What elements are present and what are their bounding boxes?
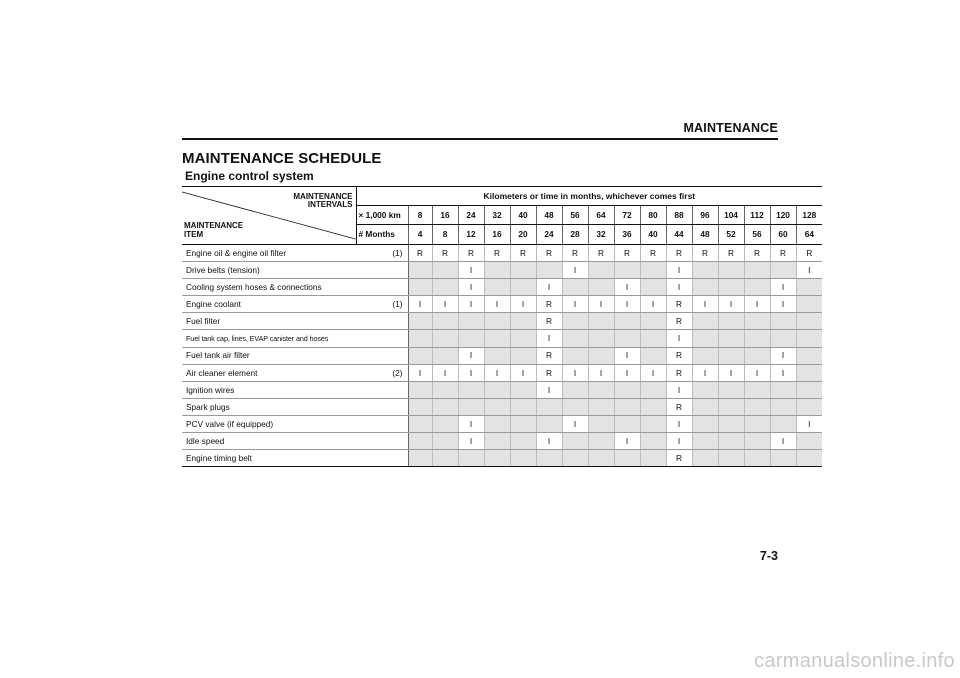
- schedule-cell: [432, 415, 458, 432]
- schedule-cell: [718, 381, 744, 398]
- schedule-cell: [484, 330, 510, 347]
- item-note: (1): [392, 247, 403, 258]
- schedule-cell: I: [666, 279, 692, 296]
- schedule-cell: [588, 381, 614, 398]
- schedule-cell: I: [408, 364, 432, 381]
- schedule-cell: [692, 415, 718, 432]
- item-label: PCV valve (if equipped): [186, 418, 274, 429]
- schedule-cell: [588, 398, 614, 415]
- schedule-cell: I: [614, 364, 640, 381]
- schedule-cell: [408, 450, 432, 467]
- schedule-cell: I: [458, 279, 484, 296]
- months-value: 28: [562, 225, 588, 245]
- schedule-cell: [796, 296, 822, 313]
- schedule-cell: [562, 433, 588, 450]
- km-value: 32: [484, 206, 510, 225]
- table-row: [182, 296, 822, 313]
- schedule-cell: [536, 262, 562, 279]
- table-row: [182, 398, 822, 415]
- schedule-cell: R: [614, 245, 640, 262]
- months-value: 60: [770, 225, 796, 245]
- section-header: MAINTENANCE: [683, 121, 778, 135]
- schedule-cell: [718, 330, 744, 347]
- schedule-cell: [588, 433, 614, 450]
- item-label: Fuel tank cap, lines, EVAP canister and hoses: [186, 333, 329, 343]
- schedule-cell: I: [744, 364, 770, 381]
- schedule-cell: R: [666, 398, 692, 415]
- km-value: 112: [744, 206, 770, 225]
- table-row: [182, 450, 822, 467]
- schedule-cell: I: [458, 296, 484, 313]
- schedule-cell: R: [536, 245, 562, 262]
- interval-span-title: Kilometers or time in months, whichever comes first: [356, 187, 822, 206]
- schedule-cell: [640, 415, 666, 432]
- schedule-cell: [510, 398, 536, 415]
- schedule-cell: [432, 433, 458, 450]
- item-name: [182, 279, 408, 296]
- schedule-cell: [510, 415, 536, 432]
- item-label: Idle speed: [186, 435, 225, 446]
- schedule-cell: [458, 381, 484, 398]
- schedule-cell: I: [484, 364, 510, 381]
- item-label: Fuel tank air filter: [186, 350, 250, 361]
- schedule-cell: R: [510, 245, 536, 262]
- schedule-cell: [484, 347, 510, 364]
- schedule-cell: [640, 450, 666, 467]
- schedule-cell: [718, 433, 744, 450]
- item-name: [182, 381, 408, 398]
- item-label: Cooling system hoses & connections: [186, 282, 322, 293]
- table-row: [182, 433, 822, 450]
- schedule-cell: I: [640, 364, 666, 381]
- schedule-cell: R: [692, 245, 718, 262]
- km-value: 16: [432, 206, 458, 225]
- months-value: 48: [692, 225, 718, 245]
- schedule-cell: [458, 398, 484, 415]
- schedule-cell: [692, 330, 718, 347]
- schedule-cell: [432, 381, 458, 398]
- schedule-cell: [432, 313, 458, 330]
- item-name: [182, 245, 408, 262]
- schedule-cell: [640, 347, 666, 364]
- schedule-cell: [588, 262, 614, 279]
- km-value: 88: [666, 206, 692, 225]
- page-number: 7-3: [759, 549, 778, 563]
- km-value: 48: [536, 206, 562, 225]
- schedule-cell: [718, 347, 744, 364]
- schedule-cell: [744, 330, 770, 347]
- schedule-cell: [718, 279, 744, 296]
- item-label: Engine timing belt: [186, 453, 252, 464]
- schedule-cell: [536, 398, 562, 415]
- months-value: 64: [796, 225, 822, 245]
- months-value: 12: [458, 225, 484, 245]
- schedule-cell: I: [562, 296, 588, 313]
- schedule-cell: [432, 450, 458, 467]
- schedule-cell: I: [666, 433, 692, 450]
- schedule-cell: [408, 313, 432, 330]
- table-row: [182, 279, 822, 296]
- schedule-cell: I: [666, 381, 692, 398]
- schedule-cell: [408, 415, 432, 432]
- schedule-cell: I: [692, 296, 718, 313]
- schedule-cell: [744, 313, 770, 330]
- schedule-cell: [408, 330, 432, 347]
- schedule-cell: I: [562, 415, 588, 432]
- schedule-cell: R: [588, 245, 614, 262]
- km-value: 96: [692, 206, 718, 225]
- schedule-cell: [484, 450, 510, 467]
- schedule-cell: [458, 313, 484, 330]
- schedule-cell: I: [718, 364, 744, 381]
- km-value: 80: [640, 206, 666, 225]
- schedule-cell: [692, 450, 718, 467]
- schedule-cell: I: [614, 296, 640, 313]
- schedule-cell: I: [770, 347, 796, 364]
- schedule-cell: I: [458, 347, 484, 364]
- schedule-cell: [640, 398, 666, 415]
- schedule-cell: R: [666, 364, 692, 381]
- schedule-cell: I: [666, 262, 692, 279]
- schedule-cell: [484, 381, 510, 398]
- schedule-cell: I: [796, 262, 822, 279]
- table-row: [182, 415, 822, 432]
- schedule-cell: R: [536, 347, 562, 364]
- schedule-cell: [718, 398, 744, 415]
- schedule-cell: [770, 313, 796, 330]
- item-label: Engine coolant: [186, 299, 241, 310]
- table-row: [182, 262, 822, 279]
- schedule-cell: [614, 450, 640, 467]
- schedule-cell: [510, 433, 536, 450]
- schedule-cell: [744, 450, 770, 467]
- schedule-cell: [614, 262, 640, 279]
- months-value: 52: [718, 225, 744, 245]
- schedule-cell: [562, 381, 588, 398]
- schedule-cell: I: [588, 364, 614, 381]
- schedule-cell: [744, 262, 770, 279]
- schedule-cell: [484, 398, 510, 415]
- schedule-cell: [536, 450, 562, 467]
- schedule-cell: R: [408, 245, 432, 262]
- km-value: 24: [458, 206, 484, 225]
- table-row: [182, 313, 822, 330]
- schedule-cell: [458, 450, 484, 467]
- schedule-cell: R: [536, 296, 562, 313]
- schedule-cell: [588, 347, 614, 364]
- schedule-cell: I: [536, 330, 562, 347]
- schedule-cell: I: [408, 296, 432, 313]
- schedule-cell: R: [770, 245, 796, 262]
- schedule-cell: [510, 313, 536, 330]
- schedule-cell: [692, 313, 718, 330]
- schedule-cell: [562, 398, 588, 415]
- schedule-cell: [432, 262, 458, 279]
- schedule-cell: [510, 279, 536, 296]
- schedule-cell: [692, 433, 718, 450]
- item-name: [182, 296, 408, 313]
- schedule-cell: [744, 279, 770, 296]
- table-row: [182, 364, 822, 381]
- schedule-cell: [432, 279, 458, 296]
- item-name: [182, 330, 408, 347]
- schedule-cell: [796, 381, 822, 398]
- schedule-cell: [744, 347, 770, 364]
- schedule-cell: R: [666, 245, 692, 262]
- item-name: [182, 313, 408, 330]
- schedule-cell: [588, 279, 614, 296]
- schedule-cell: [614, 381, 640, 398]
- schedule-cell: [796, 364, 822, 381]
- km-value: 72: [614, 206, 640, 225]
- schedule-cell: [692, 381, 718, 398]
- schedule-cell: [562, 347, 588, 364]
- item-name: [182, 262, 408, 279]
- months-label: # Months: [356, 225, 408, 245]
- schedule-cell: I: [744, 296, 770, 313]
- schedule-cell: [536, 415, 562, 432]
- schedule-cell: R: [536, 364, 562, 381]
- km-label: × 1,000 km: [356, 206, 408, 225]
- schedule-cell: [770, 262, 796, 279]
- schedule-cell: I: [432, 364, 458, 381]
- schedule-cell: [408, 347, 432, 364]
- schedule-cell: [770, 450, 796, 467]
- item-label: Drive belts (tension): [186, 264, 260, 275]
- schedule-cell: [510, 381, 536, 398]
- schedule-cell: [510, 347, 536, 364]
- schedule-cell: [562, 330, 588, 347]
- schedule-cell: [562, 279, 588, 296]
- schedule-cell: [562, 450, 588, 467]
- schedule-cell: [432, 330, 458, 347]
- item-name: [182, 415, 408, 432]
- schedule-cell: [640, 433, 666, 450]
- schedule-cell: [640, 330, 666, 347]
- months-value: 4: [408, 225, 432, 245]
- schedule-cell: R: [666, 347, 692, 364]
- schedule-cell: [796, 330, 822, 347]
- km-value: 56: [562, 206, 588, 225]
- months-value: 44: [666, 225, 692, 245]
- schedule-cell: I: [588, 296, 614, 313]
- schedule-cell: [718, 415, 744, 432]
- item-note: (1): [392, 299, 403, 310]
- schedule-cell: [510, 330, 536, 347]
- schedule-cell: I: [770, 364, 796, 381]
- schedule-cell: [588, 450, 614, 467]
- schedule-cell: I: [458, 433, 484, 450]
- schedule-cell: [408, 381, 432, 398]
- km-value: 64: [588, 206, 614, 225]
- schedule-cell: R: [640, 245, 666, 262]
- schedule-cell: [484, 279, 510, 296]
- schedule-cell: R: [562, 245, 588, 262]
- schedule-cell: I: [796, 415, 822, 432]
- schedule-cell: I: [432, 296, 458, 313]
- item-label: Fuel filter: [186, 316, 221, 327]
- schedule-cell: R: [796, 245, 822, 262]
- schedule-cell: [484, 415, 510, 432]
- schedule-cell: [588, 330, 614, 347]
- header-rule: [182, 138, 778, 140]
- schedule-cell: I: [484, 296, 510, 313]
- km-value: 120: [770, 206, 796, 225]
- schedule-cell: I: [666, 415, 692, 432]
- schedule-cell: [692, 262, 718, 279]
- km-value: 104: [718, 206, 744, 225]
- item-name: [182, 450, 408, 467]
- schedule-cell: [640, 279, 666, 296]
- schedule-cell: I: [536, 381, 562, 398]
- schedule-cell: [770, 415, 796, 432]
- schedule-cell: I: [510, 364, 536, 381]
- item-label: Engine oil & engine oil filter: [186, 247, 287, 258]
- table-row: [182, 381, 822, 398]
- schedule-cell: [588, 313, 614, 330]
- schedule-cell: I: [536, 433, 562, 450]
- schedule-cell: I: [614, 347, 640, 364]
- page-title: MAINTENANCE SCHEDULE: [182, 150, 382, 167]
- schedule-cell: [408, 398, 432, 415]
- schedule-cell: I: [562, 262, 588, 279]
- schedule-cell: [796, 279, 822, 296]
- schedule-cell: [770, 330, 796, 347]
- schedule-cell: [796, 450, 822, 467]
- item-label: Air cleaner element: [186, 367, 258, 378]
- schedule-cell: I: [510, 296, 536, 313]
- schedule-cell: [510, 450, 536, 467]
- table-row: [182, 347, 822, 364]
- months-value: 20: [510, 225, 536, 245]
- schedule-cell: R: [536, 313, 562, 330]
- schedule-cell: I: [458, 415, 484, 432]
- schedule-cell: [744, 415, 770, 432]
- schedule-cell: I: [640, 296, 666, 313]
- schedule-cell: [718, 313, 744, 330]
- schedule-cell: [640, 262, 666, 279]
- schedule-cell: [408, 262, 432, 279]
- km-value: 8: [408, 206, 432, 225]
- schedule-cell: I: [614, 433, 640, 450]
- item-name: [182, 398, 408, 415]
- schedule-cell: [458, 330, 484, 347]
- item-name: [182, 433, 408, 450]
- schedule-cell: [692, 279, 718, 296]
- schedule-cell: [484, 313, 510, 330]
- schedule-cell: R: [458, 245, 484, 262]
- schedule-cell: I: [666, 330, 692, 347]
- schedule-cell: [744, 381, 770, 398]
- schedule-cell: R: [666, 450, 692, 467]
- schedule-cell: [588, 415, 614, 432]
- schedule-cell: I: [458, 262, 484, 279]
- watermark: carmanualsonline.info: [754, 650, 955, 672]
- schedule-cell: [562, 313, 588, 330]
- schedule-cell: [796, 398, 822, 415]
- item-name: [182, 364, 408, 381]
- maintenance-schedule-table: [182, 186, 822, 467]
- months-value: 40: [640, 225, 666, 245]
- schedule-cell: I: [718, 296, 744, 313]
- months-value: 24: [536, 225, 562, 245]
- schedule-cell: I: [536, 279, 562, 296]
- header-row-title: [182, 187, 822, 206]
- corner-intervals-label: MAINTENANCE INTERVALS: [293, 192, 353, 210]
- schedule-cell: [614, 415, 640, 432]
- schedule-cell: [408, 279, 432, 296]
- months-value: 8: [432, 225, 458, 245]
- schedule-cell: [770, 381, 796, 398]
- schedule-cell: I: [458, 364, 484, 381]
- schedule-cell: [484, 433, 510, 450]
- schedule-cell: [744, 433, 770, 450]
- schedule-cell: I: [770, 433, 796, 450]
- schedule-cell: [432, 347, 458, 364]
- table-row: [182, 245, 822, 262]
- schedule-cell: R: [744, 245, 770, 262]
- schedule-cell: [614, 398, 640, 415]
- page-subtitle: Engine control system: [185, 169, 314, 183]
- months-value: 16: [484, 225, 510, 245]
- schedule-cell: [408, 433, 432, 450]
- schedule-cell: [484, 262, 510, 279]
- schedule-cell: [796, 313, 822, 330]
- km-value: 128: [796, 206, 822, 225]
- schedule-cell: I: [692, 364, 718, 381]
- item-label: Spark plugs: [186, 401, 230, 412]
- schedule-cell: R: [666, 313, 692, 330]
- months-value: 32: [588, 225, 614, 245]
- schedule-cell: [692, 398, 718, 415]
- corner-item-label: MAINTENANCE ITEM: [184, 221, 244, 239]
- schedule-cell: [432, 398, 458, 415]
- schedule-cell: R: [484, 245, 510, 262]
- schedule-cell: [718, 262, 744, 279]
- corner-header: [182, 187, 356, 245]
- schedule-cell: [640, 381, 666, 398]
- schedule-cell: [744, 398, 770, 415]
- schedule-cell: [640, 313, 666, 330]
- schedule-cell: R: [432, 245, 458, 262]
- schedule-cell: R: [718, 245, 744, 262]
- item-name: [182, 347, 408, 364]
- schedule-cell: [614, 330, 640, 347]
- schedule-cell: I: [614, 279, 640, 296]
- schedule-cell: [614, 313, 640, 330]
- schedule-cell: [718, 450, 744, 467]
- schedule-cell: [510, 262, 536, 279]
- months-value: 56: [744, 225, 770, 245]
- schedule-cell: I: [770, 279, 796, 296]
- schedule-cell: [770, 398, 796, 415]
- item-note: (2): [392, 367, 403, 378]
- schedule-cell: [796, 347, 822, 364]
- schedule-cell: R: [666, 296, 692, 313]
- item-label: Ignition wires: [186, 384, 235, 395]
- table-row: [182, 330, 822, 347]
- schedule-cell: [692, 347, 718, 364]
- months-value: 36: [614, 225, 640, 245]
- schedule-cell: [796, 433, 822, 450]
- schedule-cell: I: [770, 296, 796, 313]
- schedule-cell: I: [562, 364, 588, 381]
- km-value: 40: [510, 206, 536, 225]
